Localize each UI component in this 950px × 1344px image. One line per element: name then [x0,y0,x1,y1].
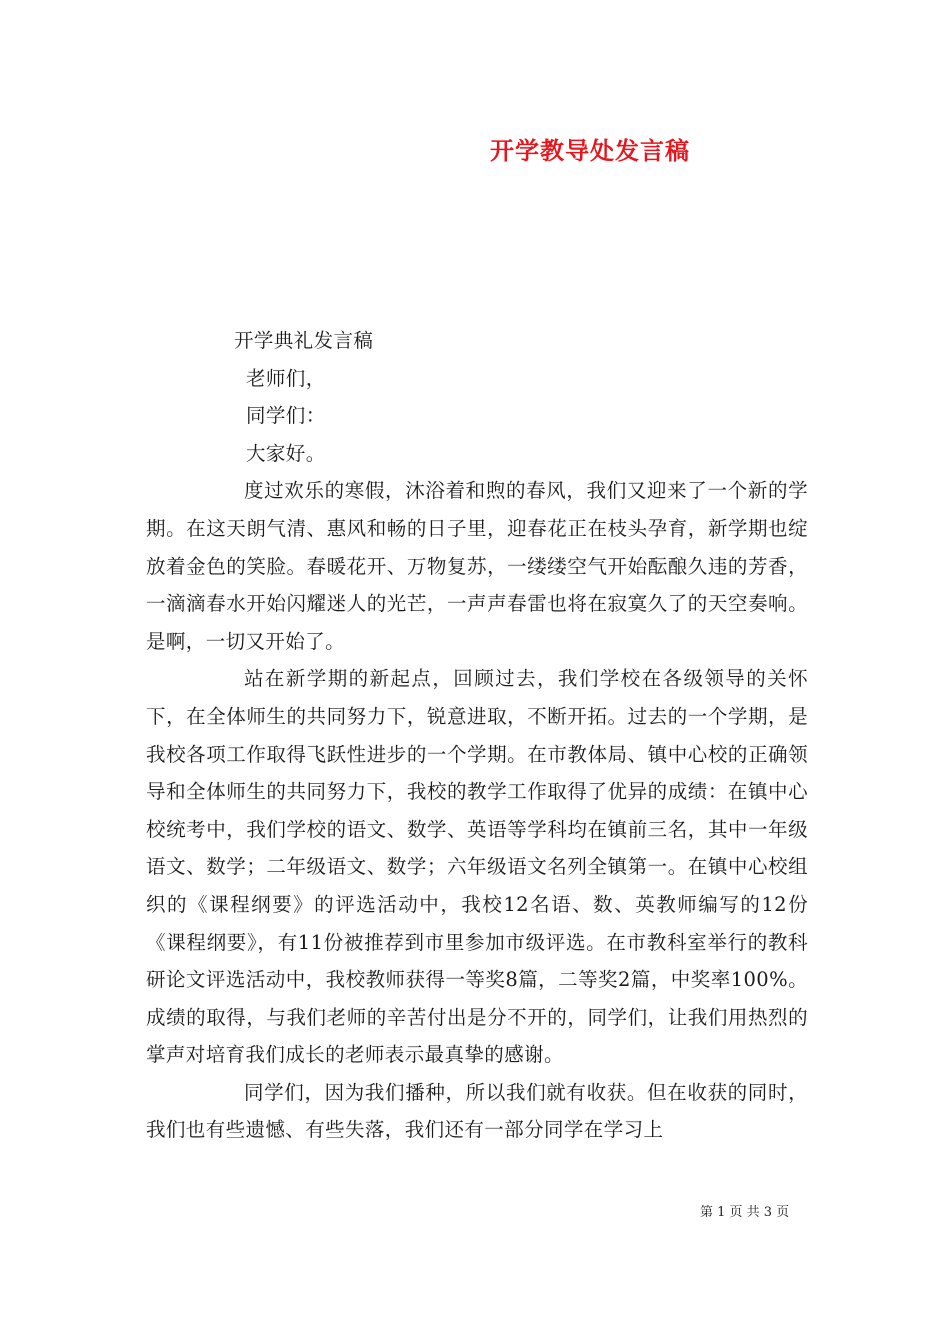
paragraph-harvest: 同学们，因为我们播种，所以我们就有收获。但在收获的同时，我们也有些遗憾、有些失落，我们还有一部分同学在学习上 [146,1080,808,1142]
greeting-teachers: 老师们， [246,366,326,390]
greeting-students: 同学们： [246,404,326,428]
greeting-everyone: 大家好。 [246,441,326,465]
document-body [146,322,808,1149]
page-number-footer: 第 1 页 共 3 页 [700,1205,790,1220]
paragraph-achievements: 站在新学期的新起点，回顾过去，我们学校在各级领导的关怀下，在全体师生的共同努力下，锐意进取，不断开拓。过去的一个学期，是我校各项工作取得飞跃性进步的一个学期。在市教体局、镇中心校的正确领导和全体师生的共同努力下，我校的教学工作取得了优异的成绩：在镇中心校统考中，我们学校的语文、数学、英语等学科均在镇前三名，其中一年级语文、数学；二年级语文、数学；六年级语文名列全镇第一。在镇中心校组织的《课程纲要》的评选活动中，我校12名语、数、英教师编写的12份《课程纲要》，有11份被推荐到市里参加市级评选。在市教科室举行的教科研论文评选活动中，我校教师获得一等奖8篇，二等奖2篇，中奖率100%。成绩的取得，与我们老师的辛苦付出是分不开的，同学们，让我们用热烈的掌声对培育我们成长的老师表示最真挚的感谢。 [146,667,808,1067]
paragraph-spring-intro: 度过欢乐的寒假，沐浴着和煦的春风，我们又迎来了一个新的学期。在这天朗气清、惠风和畅的日子里，迎春花正在枝头孕育，新学期也绽放着金色的笑脸。春暖花开、万物复苏，一缕缕空气开始酝酿久违的芳香，一滴滴春水开始闪耀迷人的光芒，一声声春雷也将在寂寞久了的天空奏响。是啊，一切又开始了。 [146,479,808,653]
document-title: 开学教导处发言稿 [490,136,690,165]
document-subtitle: 开学典礼发言稿 [234,329,374,352]
